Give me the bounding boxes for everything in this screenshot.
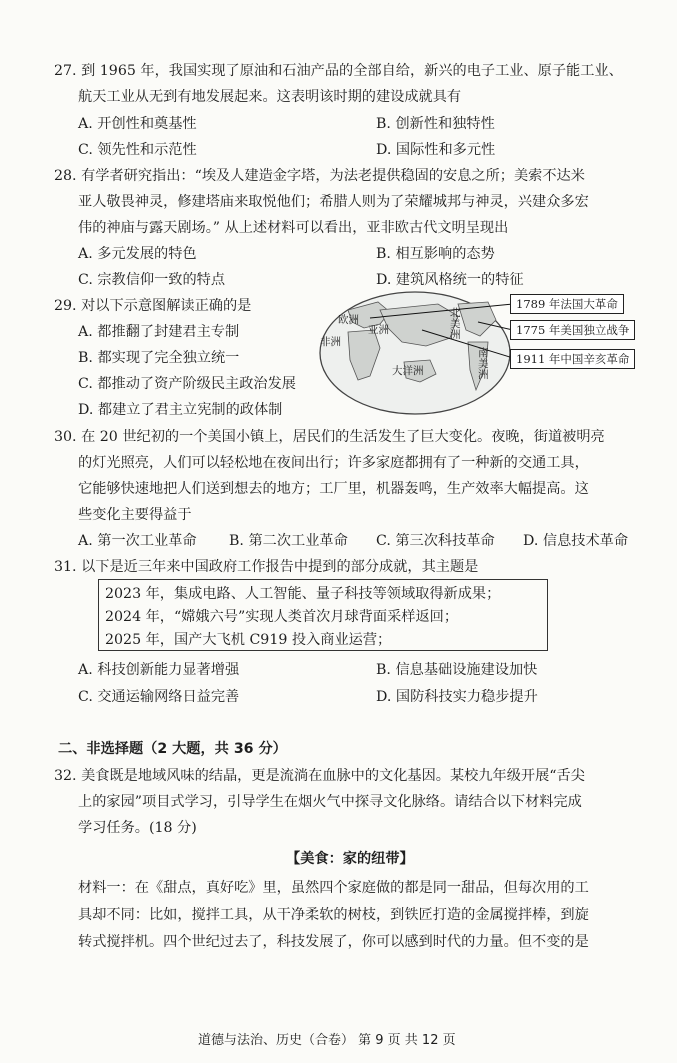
q27-stem-line2: 航天工业从无到有地发展起来。这表明该时期的建设成就具有 (78, 89, 462, 105)
q27-option-b[interactable]: B. 创新性和独特性 (376, 116, 495, 132)
q32-material-title: 【美食：家的纽带】 (286, 851, 414, 867)
q31-box-line3: 2025 年，国产大飞机 C919 投入商业运营； (105, 632, 392, 648)
q31-option-c[interactable]: C. 交通运输网络日益完善 (78, 689, 240, 705)
q29-option-d[interactable]: D. 都建立了君主立宪制的政体制 (78, 402, 283, 418)
q31-option-a[interactable]: A. 科技创新能力显著增强 (78, 662, 240, 678)
q31-option-d[interactable]: D. 国防科技实力稳步提升 (376, 689, 538, 705)
q32-stem-line2: 上的家园”项目式学习，引导学生在烟火气中探寻文化脉络。请结合以下材料完成 (78, 794, 582, 810)
q30-option-d[interactable]: D. 信息技术革命 (523, 533, 629, 549)
q31-material-box (98, 579, 548, 651)
section-title-nonchoice: 二、非选择题（2 大题，共 36 分） (58, 741, 287, 757)
q30-option-a[interactable]: A. 第一次工业革命 (78, 533, 197, 549)
page-footer: 道德与法治、历史（合卷） 第 9 页 共 12 页 (198, 1033, 456, 1048)
q32-stem-line1: 32. 美食既是地域风味的结晶，更是流淌在血脉中的文化基因。某校九年级开展“舌尖 (54, 768, 585, 784)
q28-option-c[interactable]: C. 宗教信仰一致的特点 (78, 272, 226, 288)
q27-option-a[interactable]: A. 开创性和奠基性 (78, 116, 197, 132)
q29-option-b[interactable]: B. 都实现了完全独立统一 (78, 350, 240, 366)
map-label-africa: 非洲 (320, 336, 341, 348)
q32-material1-line1: 材料一：在《甜点，真好吃》里，虽然四个家庭做的都是同一甜品，但每次用的工 (78, 880, 589, 896)
world-map (318, 290, 513, 416)
map-label-oceania: 大洋洲 (392, 365, 424, 377)
map-label-south-america: 南美洲 (478, 347, 489, 381)
q30-stem-line1: 30. 在 20 世纪初的一个美国小镇上，居民们的生活发生了巨大变化。夜晚，街道被明亮 (54, 429, 605, 445)
q31-stem: 31. 以下是近三年来中国政府工作报告中提到的部分成就，其主题是 (54, 559, 479, 575)
q28-stem-line3: 伟的神庙与露天剧场。” 从上述材料可以看出，亚非欧古代文明呈现出 (78, 220, 509, 236)
q28-stem-line2: 亚人敬畏神灵，修建塔庙来取悦他们；希腊人则为了荣耀城邦与神灵，兴建众多宏 (78, 194, 589, 210)
q32-material1-line3: 转式搅拌机。四个世纪过去了，科技发展了，你可以感到时代的力量。但不变的是 (78, 934, 589, 950)
q27-stem-line1: 27. 到 1965 年，我国实现了原油和石油产品的全部自给，新兴的电子工业、原子能工业、 (54, 63, 623, 79)
map-label-asia: 亚洲 (368, 324, 389, 336)
q31-option-b[interactable]: B. 信息基础设施建设加快 (376, 662, 538, 678)
q32-stem-line3: 学习任务。(18 分) (78, 820, 197, 836)
map-label-north-america: 北美洲 (450, 307, 461, 341)
q31-box-line1: 2023 年，集成电路、人工智能、量子科技等领域取得新成果； (105, 586, 501, 602)
q30-stem-line3: 它能够快速地把人们送到想去的地方；工厂里，机器轰鸣，生产效率大幅提高。这 (78, 481, 589, 497)
q30-stem-line4: 些变化主要得益于 (78, 507, 192, 523)
q28-stem-line1: 28. 有学者研究指出：“埃及人建造金字塔，为法老提供稳固的安息之所；美索不达米 (54, 168, 585, 184)
map-callout-usa: 1775 年美国独立战争 (510, 320, 635, 340)
q31-box-line2: 2024 年，“嫦娥六号”实现人类首次月球背面采样返回； (105, 609, 459, 625)
q27-option-c[interactable]: C. 领先性和示范性 (78, 142, 197, 158)
q30-option-b[interactable]: B. 第二次工业革命 (229, 533, 348, 549)
q32-material1-line2: 具却不同：比如，搅拌工具，从干净柔软的树枝，到铁匠打造的金属搅拌棒，到旋 (78, 907, 589, 923)
q28-option-b[interactable]: B. 相互影响的态势 (376, 246, 495, 262)
map-label-europe: 欧洲 (338, 314, 359, 326)
q29-stem: 29. 对以下示意图解读正确的是 (54, 298, 252, 314)
q29-option-a[interactable]: A. 都推翻了封建君主专制 (78, 324, 240, 340)
q28-option-a[interactable]: A. 多元发展的特色 (78, 246, 197, 262)
q29-option-c[interactable]: C. 都推动了资产阶级民主政治发展 (78, 376, 296, 392)
map-callout-france: 1789 年法国大革命 (510, 294, 624, 314)
q30-option-c[interactable]: C. 第三次科技革命 (376, 533, 495, 549)
q30-stem-line2: 的灯光照亮，人们可以轻松地在夜间出行；许多家庭都拥有了一种新的交通工具， (78, 455, 589, 471)
q28-option-d[interactable]: D. 建筑风格统一的特征 (376, 272, 524, 288)
q27-option-d[interactable]: D. 国际性和多元性 (376, 142, 496, 158)
map-callout-china: 1911 年中国辛亥革命 (510, 349, 635, 369)
